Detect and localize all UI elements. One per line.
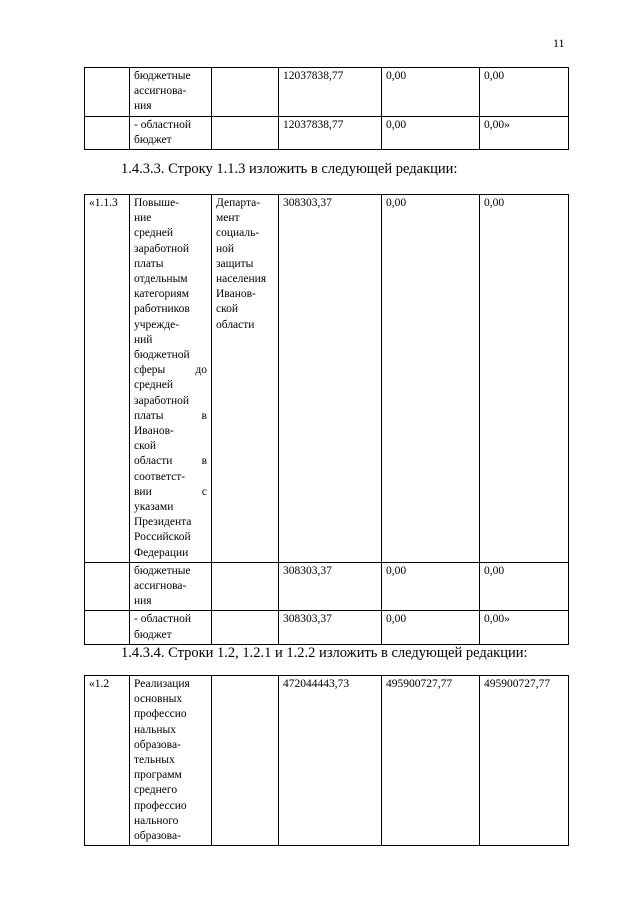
cell-code bbox=[85, 116, 130, 149]
text-line: платы в bbox=[134, 409, 207, 422]
text-line: мент bbox=[216, 212, 240, 225]
cell-value-2: 0,00 bbox=[382, 195, 480, 563]
text-line: соответст- bbox=[134, 470, 186, 483]
text-line: Повыше- bbox=[134, 197, 180, 209]
table-row bbox=[85, 68, 569, 117]
table-row-1-1-3 bbox=[84, 194, 569, 645]
cell-value-1: 308303,37 bbox=[279, 611, 382, 644]
text-line: Российской bbox=[134, 531, 191, 544]
text-line: бюджет bbox=[134, 133, 172, 146]
cell-value-3: 0,00» bbox=[480, 116, 569, 149]
cell-executor bbox=[212, 562, 279, 611]
cell-name bbox=[130, 68, 212, 117]
cell-executor bbox=[212, 611, 279, 644]
text-line: ской bbox=[216, 303, 239, 316]
table-row bbox=[85, 195, 569, 563]
table-row bbox=[85, 116, 569, 149]
cell-value-1: 472044443,73 bbox=[279, 676, 382, 846]
cell-code bbox=[85, 68, 130, 117]
cell-value-3: 0,00 bbox=[480, 195, 569, 563]
cell-value-3: 0,00 bbox=[480, 562, 569, 611]
text-line: Иванов- bbox=[216, 288, 256, 301]
text-line: ния bbox=[134, 595, 152, 608]
cell-name bbox=[130, 611, 212, 644]
text-line: отдельным bbox=[134, 273, 188, 286]
text-line: сферы до bbox=[134, 364, 207, 377]
text-line: ассигнова- bbox=[134, 580, 187, 593]
text-line: ния bbox=[134, 100, 152, 113]
text-line: Реализация bbox=[134, 678, 190, 690]
cell-code bbox=[85, 562, 130, 611]
text-line: - областной bbox=[134, 613, 192, 626]
cell-name bbox=[130, 676, 212, 846]
text-line: программ bbox=[134, 769, 182, 782]
text-line: нальных bbox=[134, 723, 176, 736]
text-line: нального bbox=[134, 814, 179, 827]
cell-value-2: 495900727,77 bbox=[382, 676, 480, 846]
text-line: ние bbox=[134, 212, 152, 225]
text-line: вии с bbox=[134, 485, 207, 498]
table-row bbox=[85, 611, 569, 644]
text-line: категориям bbox=[134, 288, 190, 301]
text-line: Президента bbox=[134, 516, 192, 529]
text-line: образова- bbox=[134, 830, 181, 843]
cell-name bbox=[130, 562, 212, 611]
cell-value-1: 12037838,77 bbox=[279, 116, 382, 149]
page-number: 11 bbox=[553, 36, 565, 50]
section-heading: 1.4.3.3. Строку 1.1.3 изложить в следующей редакции: bbox=[121, 161, 458, 177]
cell-value-2: 0,00 bbox=[382, 562, 480, 611]
cell-value-2: 0,00 bbox=[382, 68, 480, 117]
text-line: заработной bbox=[134, 394, 190, 407]
text-line: Иванов- bbox=[134, 425, 174, 438]
cell-executor bbox=[212, 195, 279, 563]
text-line: указами bbox=[134, 501, 174, 514]
cell-name bbox=[130, 116, 212, 149]
cell-name bbox=[130, 195, 212, 563]
text-line: тельных bbox=[134, 754, 175, 767]
section-heading: 1.4.3.4. Строки 1.2, 1.2.1 и 1.2.2 изложить в следующей редакции: bbox=[121, 645, 528, 661]
text-line: профессио bbox=[134, 799, 187, 812]
text-line: бюджетные bbox=[134, 564, 191, 577]
cell-value-3: 0,00» bbox=[480, 611, 569, 644]
cell-value-1: 308303,37 bbox=[279, 195, 382, 563]
cell-value-2: 0,00 bbox=[382, 611, 480, 644]
text-line: работников bbox=[134, 303, 190, 316]
cell-value-1: 308303,37 bbox=[279, 562, 382, 611]
cell-value-2: 0,00 bbox=[382, 116, 480, 149]
text-line: профессио bbox=[134, 708, 187, 721]
text-line: - областной bbox=[134, 118, 192, 131]
table-row bbox=[85, 562, 569, 611]
text-line: бюджетной bbox=[134, 349, 190, 362]
text-line: среднего bbox=[134, 784, 178, 797]
table-continuation bbox=[84, 67, 569, 150]
text-line: заработной bbox=[134, 242, 190, 255]
cell-value-1: 12037838,77 bbox=[279, 68, 382, 117]
cell-code: «1.2 bbox=[85, 676, 130, 846]
cell-code: «1.1.3 bbox=[85, 195, 130, 563]
text-line: средней bbox=[134, 379, 174, 392]
cell-value-3: 495900727,77 bbox=[480, 676, 569, 846]
text-line: основных bbox=[134, 693, 183, 706]
text-line: ской bbox=[134, 440, 157, 453]
text-line: образова- bbox=[134, 738, 181, 751]
table-row bbox=[85, 676, 569, 846]
text-line: ассигнова- bbox=[134, 85, 187, 98]
cell-executor bbox=[212, 68, 279, 117]
text-line: ний bbox=[134, 333, 153, 346]
text-line: средней bbox=[134, 227, 174, 240]
text-line: ной bbox=[216, 242, 235, 255]
text-line: области bbox=[216, 318, 255, 331]
text-line: Федерации bbox=[134, 546, 189, 559]
text-line: учрежде- bbox=[134, 318, 180, 331]
text-line: защиты bbox=[216, 257, 254, 270]
text-line: социаль- bbox=[216, 227, 260, 240]
text-line: бюджетные bbox=[134, 70, 191, 82]
cell-executor bbox=[212, 676, 279, 846]
cell-code bbox=[85, 611, 130, 644]
text-line: бюджет bbox=[134, 628, 172, 641]
cell-executor bbox=[212, 116, 279, 149]
text-line: Департа- bbox=[216, 197, 261, 209]
text-line: населения bbox=[216, 273, 267, 286]
cell-value-3: 0,00 bbox=[480, 68, 569, 117]
text-line: области в bbox=[134, 455, 207, 468]
table-row-1-2 bbox=[84, 675, 569, 846]
text-line: платы bbox=[134, 257, 164, 270]
